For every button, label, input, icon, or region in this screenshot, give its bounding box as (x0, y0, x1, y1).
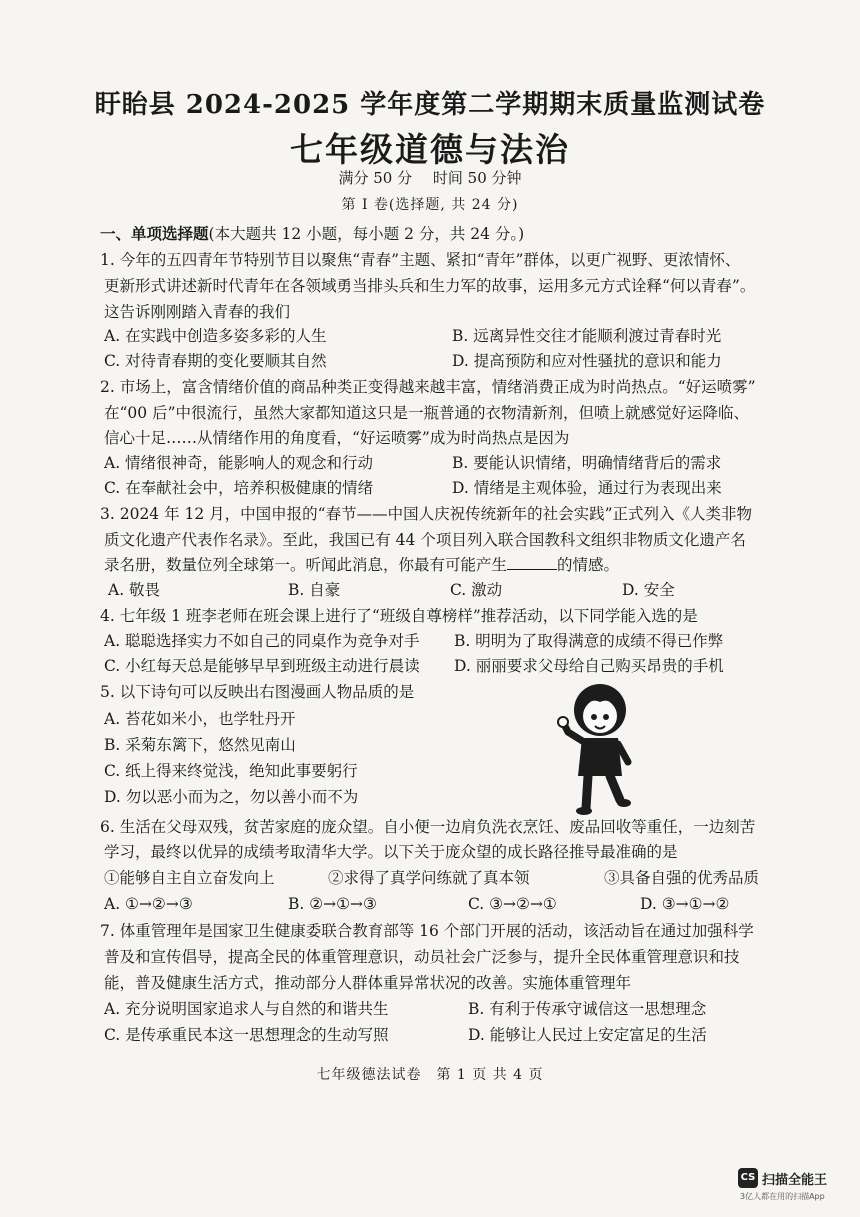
q1-option-a: A. 在实践中创造多姿多彩的人生 (104, 327, 327, 345)
exam-time: 时间 50 分钟 (432, 169, 522, 187)
q3-option-c: C. 激动 (450, 581, 503, 599)
q3-stem-line2: 质文化遗产代表作名录》。至此，我国已有 44 个项目列入联合国教科文组织非物质文化遗产名 (104, 531, 746, 549)
watermark-name: 扫描全能王 (762, 1173, 828, 1188)
q6-option-b: B. ②→①→③ (288, 895, 377, 913)
q6-stem-line2: 学习，最终以优异的成绩考取清华大学。以下关于庞众望的成长路径推导最准确的是 (104, 843, 678, 861)
q4-option-d: D. 丽丽要求父母给自己购买昂贵的手机 (454, 657, 724, 675)
q3-stem-line1: 3. 2024 年 12 月，中国申报的“春节——中国人庆祝传统新年的社会实践”正式列入《人类非物 (100, 505, 753, 523)
q7-stem-line3: 能，普及健康生活方式，推动部分人群体重异常状况的改善。实施体重管理年 (104, 974, 632, 992)
q1-stem-line2: 更新形式讲述新时代青年在各领域勇当排头兵和生力军的故事，运用多元方式诠释“何以青春”。 (104, 277, 756, 295)
subject-title: 七年级道德与法治 (290, 130, 570, 169)
section-title: 一、单项选择题 (100, 224, 209, 243)
q5-stem-line1: 5. 以下诗句可以反映出右图漫画人物品质的是 (100, 683, 415, 701)
q3-stem-line3-post: 的情感。 (557, 556, 620, 574)
q1-stem-line1: 1. 今年的五四青年节特别节目以聚焦“青春”主题、紧扣“青年”群体，以更广视野、更浓情怀、 (100, 251, 741, 269)
section-note: (本大题共 12 小题，每小题 2 分，共 24 分。) (208, 225, 525, 243)
q5-option-a: A. 苔花如米小，也学牡丹开 (104, 710, 296, 728)
q2-option-a: A. 情绪很神奇，能影响人的观念和行动 (104, 454, 374, 472)
section-heading (100, 222, 524, 246)
q3-stem-line3-pre: 录名册，数量位列全球第一。听闻此消息，你最有可能产生 (104, 556, 508, 574)
cartoon-illustration (536, 680, 646, 816)
page-footer: 七年级德法试卷 第 1 页 共 4 页 (316, 1067, 544, 1083)
q3-option-d: D. 安全 (622, 581, 675, 599)
q6-option-c: C. ③→②→① (468, 895, 557, 913)
q2-stem-line2: 在“00 后”中很流行，虽然大家都知道这只是一瓶普通的衣物清新剂，但喷上就感觉好运降临、 (104, 404, 750, 422)
camscanner-logo-icon: CS (738, 1168, 758, 1188)
q2-option-d: D. 情绪是主观体验，通过行为表现出来 (452, 479, 722, 497)
exam-title: 盱眙县 2024-2025 学年度第二学期期末质量监测试卷 (94, 90, 766, 120)
q7-stem-line1: 7. 体重管理年是国家卫生健康委联合教育部等 16 个部门开展的活动，该活动旨在通过加强科学 (100, 922, 754, 940)
q6-option-d: D. ③→①→② (640, 895, 730, 913)
q4-stem-line1: 4. 七年级 1 班李老师在班会课上进行了“班级自尊榜样”推荐活动，以下同学能入选的是 (100, 607, 698, 625)
q3-stem-line3 (104, 553, 619, 577)
q2-stem-line3: 信心十足……从情绪作用的角度看，“好运喷雾”成为时尚热点是因为 (104, 429, 570, 447)
q3-option-b: B. 自豪 (288, 581, 341, 599)
q1-option-c: C. 对待青春期的变化要顺其自然 (104, 352, 327, 370)
answer-blank (507, 555, 557, 570)
q1-option-d: D. 提高预防和应对性骚扰的意识和能力 (452, 352, 722, 370)
q6-statement-1: ①能够自主自立奋发向上 (104, 869, 275, 887)
q7-option-d: D. 能够让人民过上安定富足的生活 (468, 1026, 707, 1044)
q6-statement-3: ③具备自强的优秀品质 (604, 869, 760, 887)
q5-option-b: B. 采菊东篱下，悠然见南山 (104, 736, 296, 754)
q5-option-c: C. 纸上得来终觉浅，绝知此事要躬行 (104, 762, 358, 780)
q3-option-a: A. 敬畏 (108, 581, 161, 599)
q7-option-b: B. 有利于传承守诚信这一思想理念 (468, 1000, 707, 1018)
part-heading: 第 Ⅰ 卷(选择题, 共 24 分) (341, 197, 519, 213)
q7-option-a: A. 充分说明国家追求人与自然的和谐共生 (104, 1000, 389, 1018)
q6-statement-2: ②求得了真学问练就了真本领 (328, 869, 530, 887)
q2-option-c: C. 在奉献社会中，培养积极健康的情绪 (104, 479, 374, 497)
q1-option-b: B. 远离异性交往才能顺利渡过青春时光 (452, 327, 722, 345)
q5-option-d: D. 勿以恶小而为之，勿以善小而不为 (104, 788, 359, 806)
q1-stem-line3: 这告诉刚刚踏入青春的我们 (104, 303, 291, 321)
exam-meta (0, 167, 860, 188)
q2-stem-line1: 2. 市场上，富含情绪价值的商品种类正变得越来越丰富，情绪消费正成为时尚热点。“好运喷雾” (100, 378, 756, 396)
q2-option-b: B. 要能认识情绪，明确情绪背后的需求 (452, 454, 722, 472)
q4-option-c: C. 小红每天总是能够早早到班级主动进行晨读 (104, 657, 420, 675)
q4-option-b: B. 明明为了取得满意的成绩不得已作弊 (454, 632, 724, 650)
q7-stem-line2: 普及和宣传倡导，提高全民的体重管理意识，动员社会广泛参与，提升全民体重管理意识和技 (104, 948, 740, 966)
cartoon-figure-icon (536, 680, 646, 816)
q6-stem-line1: 6. 生活在父母双残，贫苦家庭的庞众望。自小便一边肩负洗衣烹饪、废品回收等重任，一边刻苦 (100, 818, 756, 836)
watermark-sub: 3亿人都在用的扫描App (740, 1192, 825, 1201)
full-score: 满分 50 分 (338, 169, 413, 187)
q6-option-a: A. ①→②→③ (104, 895, 193, 913)
q7-option-c: C. 是传承重民本这一思想理念的生动写照 (104, 1026, 389, 1044)
q4-option-a: A. 聪聪选择实力不如自己的同桌作为竞争对手 (104, 632, 420, 650)
scanner-watermark (738, 1168, 838, 1208)
